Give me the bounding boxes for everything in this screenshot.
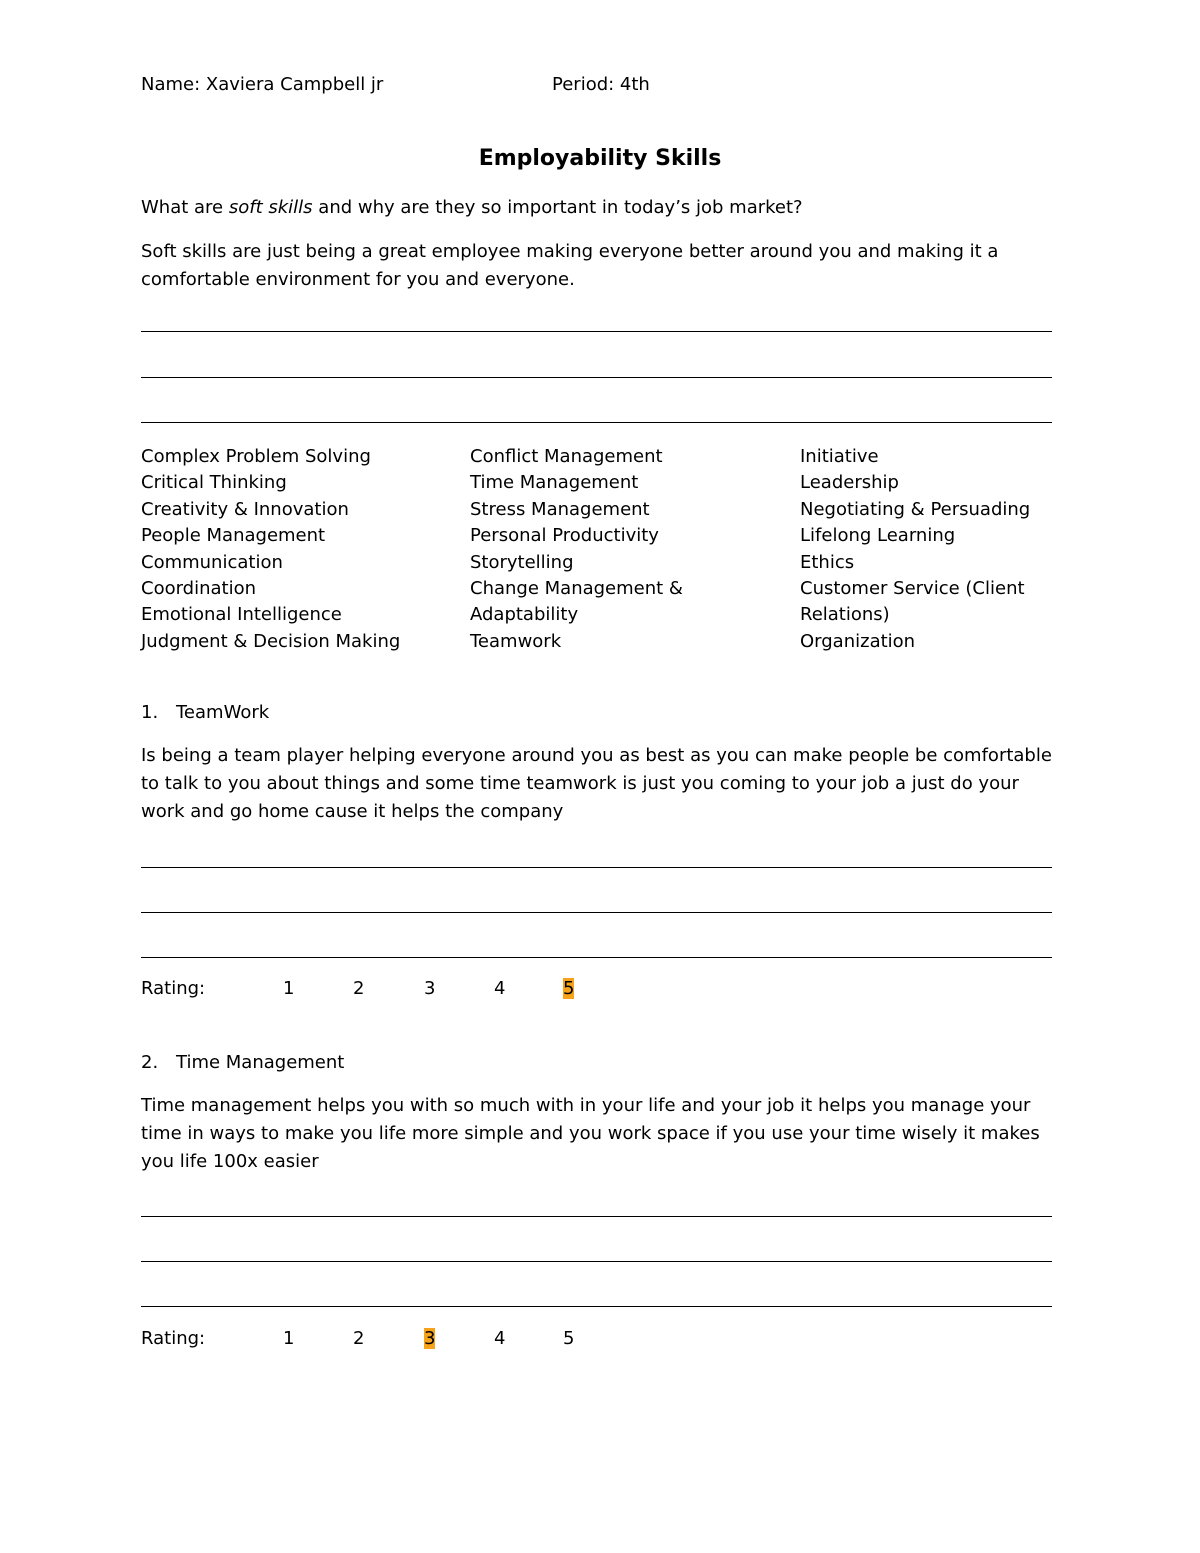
rating-option[interactable]: 4 bbox=[494, 1328, 506, 1349]
soft-skills-term: soft skills bbox=[228, 197, 313, 218]
skill-item: Organization bbox=[800, 630, 916, 652]
skill-item: People Management bbox=[141, 525, 326, 547]
skill-item: Creativity & Innovation bbox=[141, 498, 349, 520]
skill-item: Conflict Management bbox=[470, 446, 663, 467]
skill-item: Adaptability bbox=[470, 604, 579, 626]
rating-option[interactable]: 3 bbox=[424, 978, 436, 999]
answer-line bbox=[141, 1261, 1052, 1262]
skill-item: Critical Thinking bbox=[141, 472, 287, 494]
skill-item: Emotional Intelligence bbox=[141, 604, 342, 626]
skill-item: Time Management bbox=[470, 472, 639, 494]
skill-item: Relations) bbox=[800, 604, 890, 626]
answer-line bbox=[141, 867, 1052, 868]
section-heading-teamwork: TeamWork bbox=[176, 702, 270, 723]
class-period: Period: 4th bbox=[552, 74, 650, 95]
section-number: 1. bbox=[141, 702, 159, 723]
skill-item: Customer Service (Client bbox=[800, 578, 1025, 600]
rating-option[interactable]: 4 bbox=[494, 978, 506, 999]
answer-line bbox=[141, 957, 1052, 958]
teamwork-answer: Is being a team player helping everyone around you as best as you can make people be comfortable to talk to you about things and some time teamwork is just you coming to your job a just do your work and go home cause it helps the company bbox=[141, 745, 1052, 822]
skill-item: Communication bbox=[141, 551, 283, 573]
skill-item: Change Management & bbox=[470, 578, 683, 600]
page-title: Employability Skills bbox=[478, 146, 722, 171]
rating-option[interactable]: 1 bbox=[283, 1328, 295, 1349]
answer-line bbox=[141, 422, 1052, 423]
answer-line bbox=[141, 331, 1052, 332]
skills-column-1 bbox=[141, 444, 400, 655]
time-management-answer: Time management helps you with so much with in your life and your job it helps you manage your time in ways to make you life more simple and you work space if you use your time wisely it makes you life 100x easier bbox=[141, 1095, 1040, 1172]
skill-item: Negotiating & Persuading bbox=[800, 498, 1031, 520]
skill-item: Teamwork bbox=[470, 630, 562, 652]
rating-label: Rating: bbox=[141, 978, 206, 999]
answer-line bbox=[141, 1216, 1052, 1217]
section-number: 2. bbox=[141, 1052, 159, 1073]
answer-line bbox=[141, 1306, 1052, 1307]
rating-option-selected[interactable]: 3 bbox=[424, 1328, 436, 1349]
soft-skills-answer: Soft skills are just being a great employee making everyone better around you and making it a comfortable environment for you and everyone. bbox=[141, 241, 999, 290]
skill-item: Complex Problem Solving bbox=[141, 446, 371, 467]
answer-line bbox=[141, 912, 1052, 913]
rating-option[interactable]: 1 bbox=[283, 978, 295, 999]
skill-item: Leadership bbox=[800, 472, 899, 494]
student-name: Name: Xaviera Campbell jr bbox=[141, 74, 384, 95]
rating-option[interactable]: 2 bbox=[353, 978, 365, 999]
skill-item: Personal Productivity bbox=[470, 525, 659, 547]
skills-column-2 bbox=[470, 444, 683, 655]
rating-option[interactable]: 2 bbox=[353, 1328, 365, 1349]
skill-item: Lifelong Learning bbox=[800, 525, 956, 547]
soft-skills-question: What are soft skills and why are they so important in today’s job market? bbox=[141, 197, 803, 218]
skill-item: Ethics bbox=[800, 551, 855, 573]
answer-line bbox=[141, 377, 1052, 378]
skill-item: Coordination bbox=[141, 578, 257, 600]
skill-item: Initiative bbox=[800, 446, 879, 467]
skill-item: Judgment & Decision Making bbox=[141, 630, 401, 652]
rating-option-selected[interactable]: 5 bbox=[563, 978, 575, 999]
skill-item: Stress Management bbox=[470, 498, 650, 520]
skills-column-3 bbox=[800, 444, 1030, 655]
skill-item: Storytelling bbox=[470, 551, 574, 573]
section-heading-time-management: Time Management bbox=[176, 1052, 345, 1073]
rating-option[interactable]: 5 bbox=[563, 1328, 575, 1349]
rating-label: Rating: bbox=[141, 1328, 206, 1349]
